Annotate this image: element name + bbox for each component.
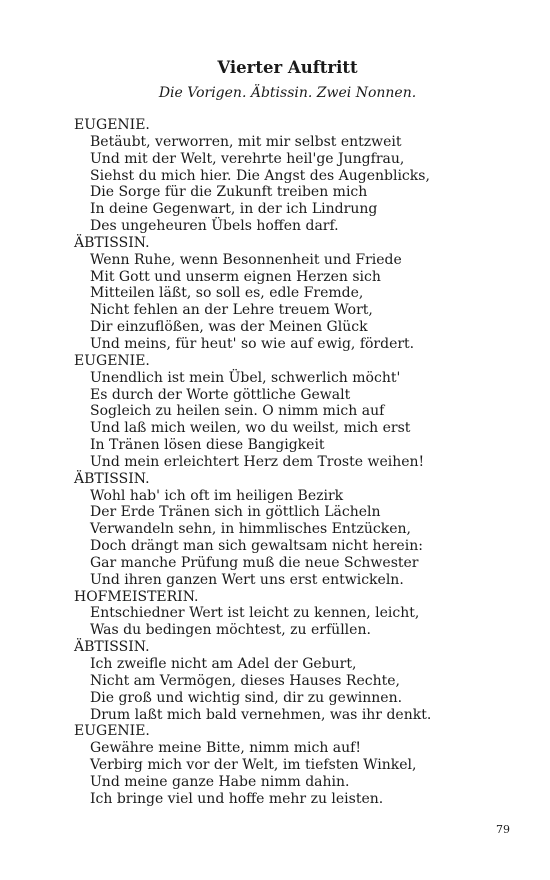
speaker-name: EUGENIE.	[74, 117, 150, 133]
verse-line: Des ungeheuren Übels hoffen darf.	[90, 218, 339, 235]
verse-line: Doch drängt man sich gewaltsam nicht herein:	[90, 538, 423, 555]
verse-line: Sogleich zu heilen sein. O nimm mich auf	[90, 403, 385, 420]
verse-line: Es durch der Worte göttliche Gewalt	[90, 386, 351, 403]
dialogue-text	[74, 117, 514, 808]
verse-line: Ich bringe viel und hoffe mehr zu leisten.	[90, 790, 384, 807]
verse-line: Nicht fehlen an der Lehre treuem Wort,	[90, 302, 373, 319]
verse-line: Dir einzuflößen, was der Meinen Glück	[90, 319, 368, 336]
verse-line: Ich zweifle nicht am Adel der Geburt,	[90, 656, 357, 672]
verse-line: Und ihren ganzen Wert uns erst entwickeln.	[90, 571, 404, 588]
verse-line: Und meins, für heut' so wie auf ewig, fördert.	[90, 335, 415, 352]
verse-line: Die Sorge für die Zukunft treiben mich	[90, 184, 368, 201]
verse-line: Verwandeln sehn, in himmlisches Entzücken,	[90, 521, 411, 538]
speaker-name: ÄBTISSIN.	[74, 234, 150, 251]
verse-line: Und mit der Welt, verehrte heil'ge Jungfrau,	[90, 150, 405, 167]
verse-line: Gar manche Prüfung muß die neue Schwester	[90, 554, 419, 571]
verse-line: In deine Gegenwart, in der ich Lindrung	[90, 201, 378, 218]
verse-line: Drum laßt mich bald vernehmen, was ihr denkt.	[90, 706, 432, 723]
speaker-name: EUGENIE.	[74, 723, 150, 740]
verse-line: Gewähre meine Bitte, nimm mich auf!	[90, 740, 361, 757]
verse-line: Wohl hab' ich oft im heiligen Bezirk	[90, 487, 344, 504]
speaker-name: ÄBTISSIN.	[74, 639, 150, 656]
verse-line: Entschiedner Wert ist leicht zu kennen, leicht,	[90, 605, 420, 622]
verse-line: Verbirg mich vor der Welt, im tiefsten Winkel,	[90, 757, 417, 774]
verse-line: Was du bedingen möchtest, zu erfüllen.	[90, 622, 371, 639]
scene-heading: Vierter Auftritt	[217, 58, 358, 77]
verse-line: Siehst du mich hier. Die Angst des Augenblicks,	[90, 167, 430, 184]
verse-line: Der Erde Tränen sich in göttlich Lächeln	[90, 504, 381, 521]
verse-line: Mitteilen läßt, so soll es, edle Fremde,	[90, 285, 364, 302]
speaker-name: HOFMEISTERIN.	[74, 588, 199, 605]
verse-line: Die groß und wichtig sind, dir zu gewinnen.	[90, 689, 403, 706]
verse-line: Betäubt, verworren, mit mir selbst entzweit	[90, 133, 402, 150]
verse-line: Und mein erleichtert Herz dem Troste weihen!	[90, 453, 425, 470]
verse-line: Nicht am Vermögen, dieses Hauses Rechte,	[90, 672, 400, 689]
verse-line: Mit Gott und unserm eignen Herzen sich	[90, 268, 381, 285]
speaker-name: ÄBTISSIN.	[74, 470, 150, 487]
page-number: 79	[496, 823, 510, 836]
scene-characters: Die Vorigen. Äbtissin. Zwei Nonnen.	[158, 85, 417, 101]
verse-line: Unendlich ist mein Übel, schwerlich möcht'	[90, 369, 401, 386]
speaker-name: EUGENIE.	[74, 352, 150, 369]
verse-line: Und meine ganze Habe nimm dahin.	[90, 773, 350, 790]
verse-line: Wenn Ruhe, wenn Besonnenheit und Friede	[90, 251, 402, 268]
verse-line: Und laß mich weilen, wo du weilst, mich erst	[90, 420, 411, 437]
verse-line: In Tränen lösen diese Bangigkeit	[90, 437, 325, 454]
